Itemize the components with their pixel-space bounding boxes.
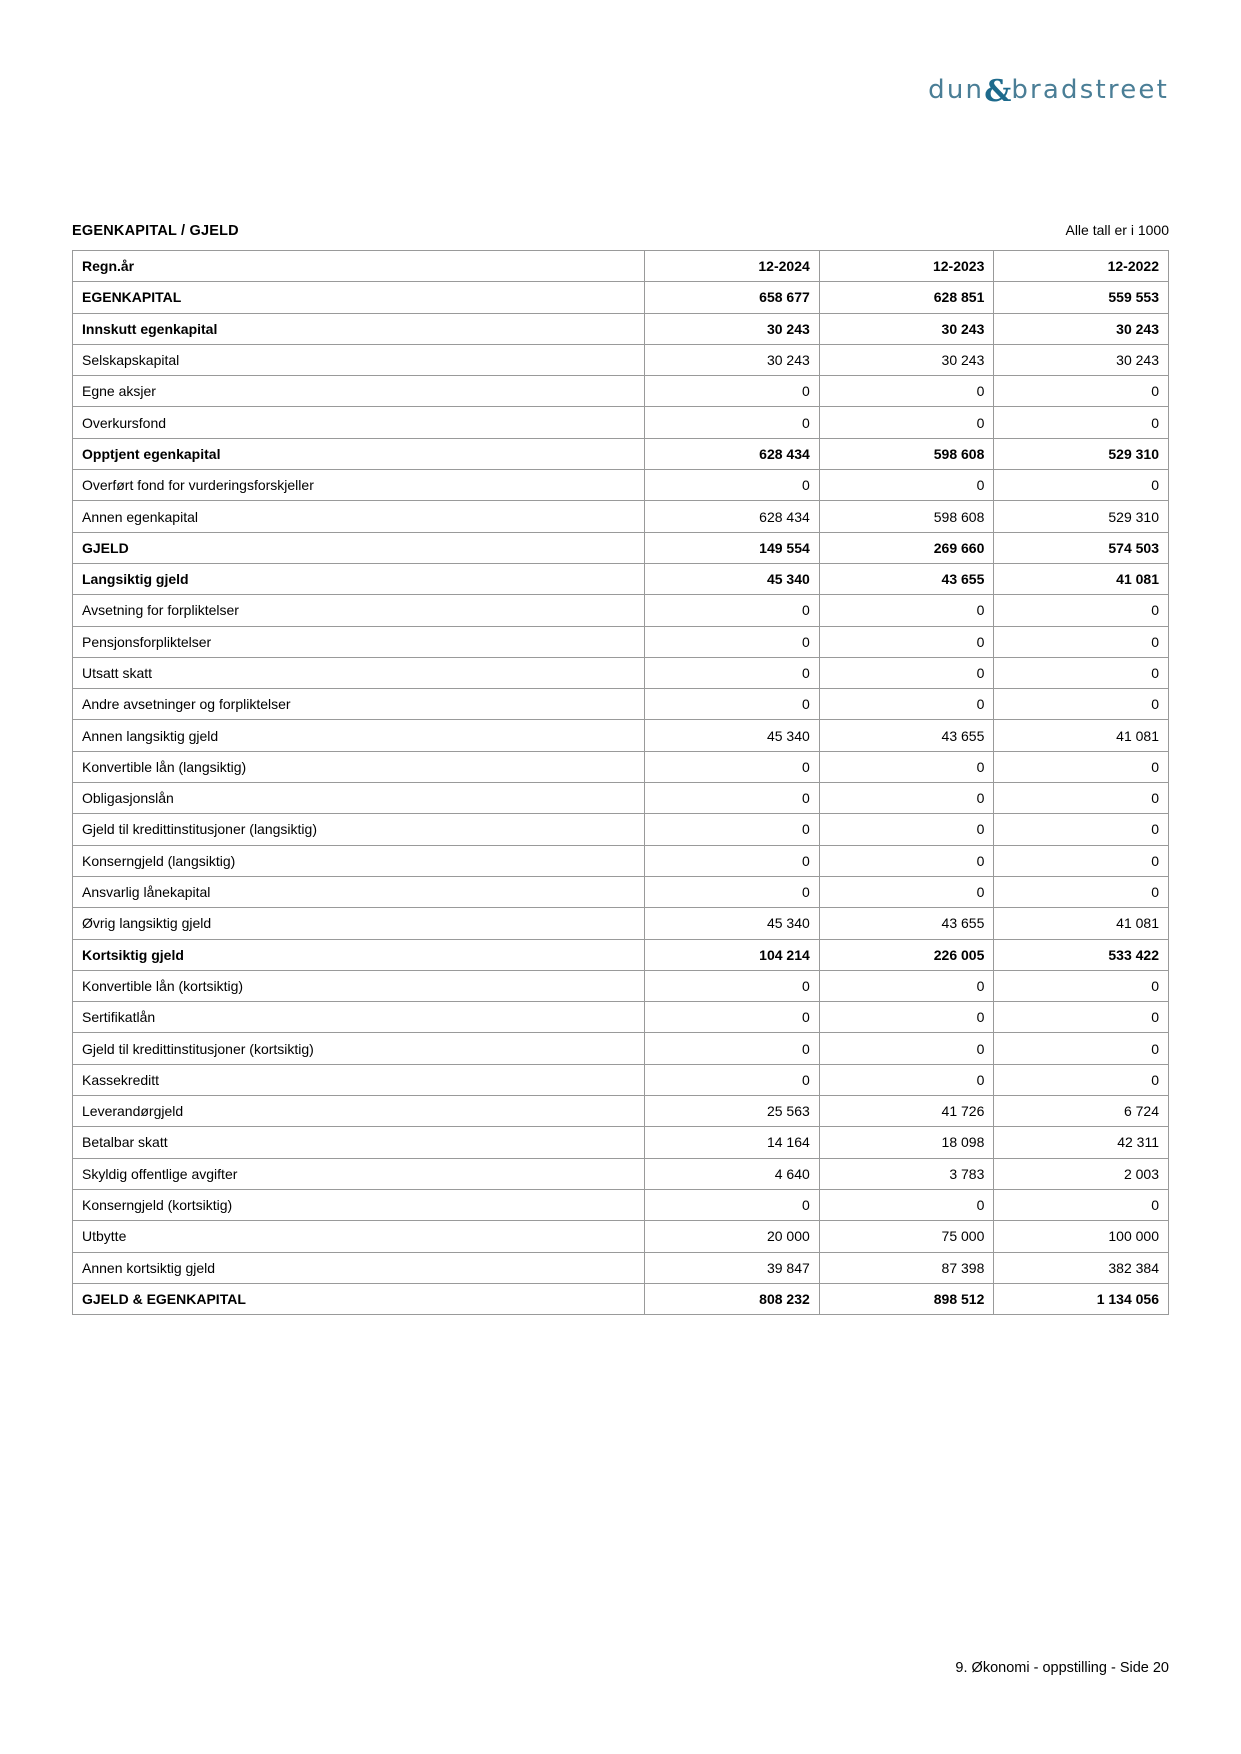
row-value-year-3: 41 081	[994, 720, 1169, 751]
row-value-year-1: 0	[645, 470, 820, 501]
row-value-year-3: 42 311	[994, 1127, 1169, 1158]
row-value-year-1: 14 164	[645, 1127, 820, 1158]
row-value-year-2: 0	[819, 751, 994, 782]
table-body	[73, 282, 1169, 1315]
row-value-year-2: 3 783	[819, 1158, 994, 1189]
row-value-year-2: 30 243	[819, 344, 994, 375]
table-row	[73, 751, 1169, 782]
row-label: Annen langsiktig gjeld	[73, 720, 645, 751]
row-value-year-3: 41 081	[994, 908, 1169, 939]
row-value-year-2: 0	[819, 845, 994, 876]
table-row	[73, 1283, 1169, 1314]
table-row	[73, 407, 1169, 438]
table-row	[73, 970, 1169, 1001]
units-note: Alle tall er i 1000	[1065, 222, 1169, 238]
equity-liabilities-table	[72, 250, 1169, 1315]
table-row	[73, 1158, 1169, 1189]
table-row	[73, 1002, 1169, 1033]
row-value-year-3: 0	[994, 407, 1169, 438]
row-value-year-2: 226 005	[819, 939, 994, 970]
row-label: GJELD	[73, 532, 645, 563]
row-label: Sertifikatlån	[73, 1002, 645, 1033]
row-value-year-1: 45 340	[645, 908, 820, 939]
row-value-year-2: 269 660	[819, 532, 994, 563]
row-value-year-2: 41 726	[819, 1096, 994, 1127]
row-value-year-2: 0	[819, 1064, 994, 1095]
row-value-year-2: 87 398	[819, 1252, 994, 1283]
row-value-year-2: 0	[819, 783, 994, 814]
row-value-year-1: 45 340	[645, 720, 820, 751]
table-row	[73, 689, 1169, 720]
page-title: EGENKAPITAL / GJELD	[72, 223, 239, 239]
row-label: Avsetning for forpliktelser	[73, 595, 645, 626]
row-label: Konserngjeld (langsiktig)	[73, 845, 645, 876]
row-value-year-1: 628 434	[645, 438, 820, 469]
row-label: Pensjonsforpliktelser	[73, 626, 645, 657]
row-label: Annen egenkapital	[73, 501, 645, 532]
table-row	[73, 1252, 1169, 1283]
row-label: Egne aksjer	[73, 376, 645, 407]
row-value-year-3: 0	[994, 1002, 1169, 1033]
row-value-year-1: 30 243	[645, 344, 820, 375]
row-value-year-1: 628 434	[645, 501, 820, 532]
row-value-year-3: 382 384	[994, 1252, 1169, 1283]
row-value-year-2: 628 851	[819, 282, 994, 313]
row-value-year-1: 0	[645, 376, 820, 407]
row-label: Opptjent egenkapital	[73, 438, 645, 469]
row-label: Utbytte	[73, 1221, 645, 1252]
row-value-year-1: 0	[645, 626, 820, 657]
row-value-year-3: 533 422	[994, 939, 1169, 970]
row-value-year-1: 658 677	[645, 282, 820, 313]
row-value-year-1: 0	[645, 814, 820, 845]
table-row	[73, 595, 1169, 626]
row-value-year-3: 0	[994, 845, 1169, 876]
row-value-year-2: 598 608	[819, 438, 994, 469]
row-label: Kortsiktig gjeld	[73, 939, 645, 970]
row-label: Øvrig langsiktig gjeld	[73, 908, 645, 939]
row-value-year-2: 898 512	[819, 1283, 994, 1314]
financial-table-container	[72, 250, 1169, 1315]
row-value-year-3: 2 003	[994, 1158, 1169, 1189]
row-value-year-1: 0	[645, 1033, 820, 1064]
row-value-year-3: 0	[994, 1064, 1169, 1095]
row-value-year-3: 30 243	[994, 313, 1169, 344]
row-value-year-1: 25 563	[645, 1096, 820, 1127]
dun-bradstreet-logo	[928, 72, 1169, 107]
row-value-year-2: 0	[819, 470, 994, 501]
row-value-year-1: 30 243	[645, 313, 820, 344]
row-value-year-3: 0	[994, 783, 1169, 814]
row-value-year-1: 0	[645, 1064, 820, 1095]
table-row	[73, 344, 1169, 375]
row-value-year-2: 0	[819, 407, 994, 438]
row-label: Kassekreditt	[73, 1064, 645, 1095]
row-label: GJELD & EGENKAPITAL	[73, 1283, 645, 1314]
row-value-year-3: 0	[994, 376, 1169, 407]
row-value-year-1: 0	[645, 407, 820, 438]
ampersand-icon: &	[984, 74, 1012, 109]
row-value-year-3: 0	[994, 689, 1169, 720]
row-value-year-3: 0	[994, 1189, 1169, 1220]
row-value-year-1: 104 214	[645, 939, 820, 970]
row-value-year-2: 0	[819, 1189, 994, 1220]
row-value-year-2: 598 608	[819, 501, 994, 532]
row-label: Betalbar skatt	[73, 1127, 645, 1158]
table-row	[73, 876, 1169, 907]
row-value-year-1: 0	[645, 657, 820, 688]
table-row	[73, 376, 1169, 407]
row-value-year-2: 43 655	[819, 908, 994, 939]
row-value-year-2: 43 655	[819, 720, 994, 751]
row-value-year-1: 20 000	[645, 1221, 820, 1252]
row-label: Leverandørgjeld	[73, 1096, 645, 1127]
row-value-year-1: 0	[645, 1002, 820, 1033]
logo-text-right: bradstreet	[1011, 74, 1169, 105]
row-value-year-3: 0	[994, 814, 1169, 845]
row-value-year-2: 43 655	[819, 563, 994, 594]
row-value-year-1: 0	[645, 970, 820, 1001]
row-value-year-3: 1 134 056	[994, 1283, 1169, 1314]
table-row	[73, 563, 1169, 594]
row-value-year-2: 0	[819, 1033, 994, 1064]
table-row	[73, 1221, 1169, 1252]
row-value-year-3: 0	[994, 626, 1169, 657]
row-value-year-2: 0	[819, 626, 994, 657]
row-label: Overkursfond	[73, 407, 645, 438]
table-row	[73, 720, 1169, 751]
row-value-year-3: 529 310	[994, 438, 1169, 469]
row-value-year-3: 6 724	[994, 1096, 1169, 1127]
table-row	[73, 1096, 1169, 1127]
table-row	[73, 282, 1169, 313]
row-value-year-2: 75 000	[819, 1221, 994, 1252]
row-value-year-2: 0	[819, 689, 994, 720]
row-label: Innskutt egenkapital	[73, 313, 645, 344]
row-value-year-3: 0	[994, 470, 1169, 501]
row-label: Overført fond for vurderingsforskjeller	[73, 470, 645, 501]
table-header-row	[73, 251, 1169, 282]
row-value-year-3: 30 243	[994, 344, 1169, 375]
row-value-year-1: 0	[645, 845, 820, 876]
row-value-year-1: 45 340	[645, 563, 820, 594]
row-value-year-3: 574 503	[994, 532, 1169, 563]
row-value-year-1: 4 640	[645, 1158, 820, 1189]
row-value-year-3: 100 000	[994, 1221, 1169, 1252]
row-value-year-1: 0	[645, 876, 820, 907]
table-row	[73, 1033, 1169, 1064]
column-header-label: Regn.år	[73, 251, 645, 282]
row-value-year-1: 0	[645, 783, 820, 814]
column-header-year-3: 12-2022	[994, 251, 1169, 282]
row-label: Gjeld til kredittinstitusjoner (langsiktig)	[73, 814, 645, 845]
row-value-year-2: 0	[819, 970, 994, 1001]
row-label: Konserngjeld (kortsiktig)	[73, 1189, 645, 1220]
column-header-year-2: 12-2023	[819, 251, 994, 282]
table-row	[73, 470, 1169, 501]
table-row	[73, 532, 1169, 563]
row-value-year-3: 529 310	[994, 501, 1169, 532]
row-label: Ansvarlig lånekapital	[73, 876, 645, 907]
row-value-year-1: 0	[645, 1189, 820, 1220]
table-row	[73, 1064, 1169, 1095]
row-value-year-2: 0	[819, 657, 994, 688]
table-row	[73, 1189, 1169, 1220]
row-value-year-2: 0	[819, 814, 994, 845]
row-label: Selskapskapital	[73, 344, 645, 375]
row-label: Utsatt skatt	[73, 657, 645, 688]
table-row	[73, 845, 1169, 876]
logo-text-left: dun	[928, 74, 985, 105]
row-value-year-1: 0	[645, 751, 820, 782]
column-header-year-1: 12-2024	[645, 251, 820, 282]
row-label: Andre avsetninger og forpliktelser	[73, 689, 645, 720]
section-heading-row	[72, 222, 1169, 239]
row-value-year-2: 0	[819, 1002, 994, 1033]
table-row	[73, 438, 1169, 469]
row-label: Konvertible lån (kortsiktig)	[73, 970, 645, 1001]
table-row	[73, 939, 1169, 970]
row-label: Langsiktig gjeld	[73, 563, 645, 594]
row-value-year-2: 0	[819, 876, 994, 907]
table-row	[73, 626, 1169, 657]
row-label: EGENKAPITAL	[73, 282, 645, 313]
row-value-year-2: 18 098	[819, 1127, 994, 1158]
row-value-year-1: 149 554	[645, 532, 820, 563]
row-value-year-3: 0	[994, 876, 1169, 907]
row-label: Obligasjonslån	[73, 783, 645, 814]
row-value-year-3: 559 553	[994, 282, 1169, 313]
table-row	[73, 1127, 1169, 1158]
row-value-year-1: 39 847	[645, 1252, 820, 1283]
row-value-year-2: 0	[819, 595, 994, 626]
table-row	[73, 501, 1169, 532]
table-row	[73, 657, 1169, 688]
row-value-year-2: 0	[819, 376, 994, 407]
table-row	[73, 783, 1169, 814]
row-label: Gjeld til kredittinstitusjoner (kortsiktig)	[73, 1033, 645, 1064]
row-value-year-1: 0	[645, 689, 820, 720]
row-value-year-2: 30 243	[819, 313, 994, 344]
page-footer: 9. Økonomi - oppstilling - Side 20	[955, 1660, 1169, 1676]
table-row	[73, 908, 1169, 939]
row-label: Skyldig offentlige avgifter	[73, 1158, 645, 1189]
row-value-year-3: 41 081	[994, 563, 1169, 594]
row-label: Annen kortsiktig gjeld	[73, 1252, 645, 1283]
row-value-year-3: 0	[994, 970, 1169, 1001]
row-value-year-3: 0	[994, 751, 1169, 782]
row-value-year-1: 808 232	[645, 1283, 820, 1314]
row-value-year-3: 0	[994, 657, 1169, 688]
row-value-year-1: 0	[645, 595, 820, 626]
row-value-year-3: 0	[994, 1033, 1169, 1064]
table-row	[73, 313, 1169, 344]
row-label: Konvertible lån (langsiktig)	[73, 751, 645, 782]
row-value-year-3: 0	[994, 595, 1169, 626]
table-row	[73, 814, 1169, 845]
